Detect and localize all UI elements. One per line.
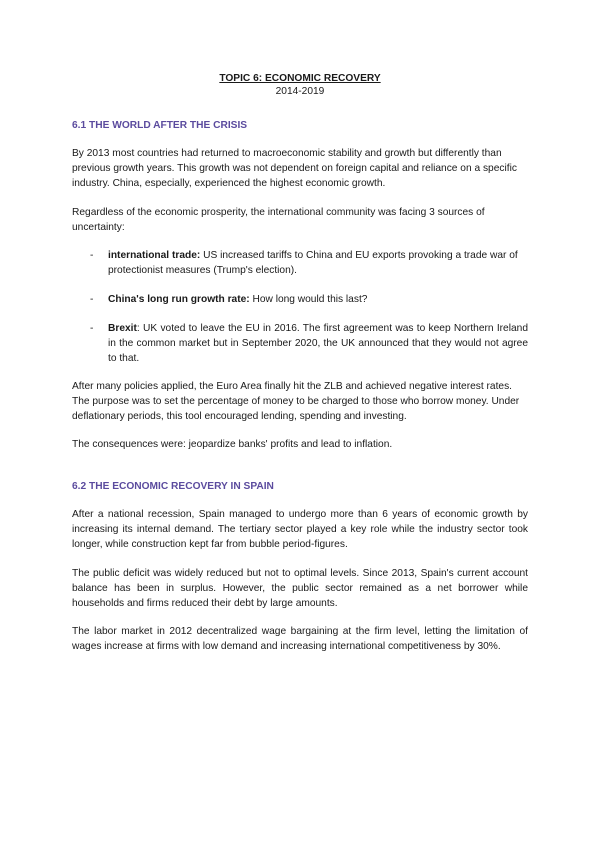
list-item-label: international trade:	[108, 250, 201, 261]
list-item-text: How long would this last?	[249, 294, 368, 305]
section-heading-6-2: 6.2 THE ECONOMIC RECOVERY IN SPAIN	[72, 481, 274, 492]
list-item	[72, 292, 528, 307]
list-item	[72, 321, 528, 366]
list-item-label: Brexit	[108, 323, 137, 334]
bullet-dash: -	[90, 323, 94, 334]
list-item-text: US increased tariffs to China and EU exports provoking a trade war of protectionist measures (Trump's election).	[108, 250, 518, 276]
uncertainty-list	[72, 248, 528, 366]
section-heading-6-1: 6.1 THE WORLD AFTER THE CRISIS	[72, 120, 248, 131]
paragraph: After many policies applied, the Euro Area finally hit the ZLB and achieved negative interest rates. The purpose was to set the percentage of money to be charged to those who borrow money. Under deflationary periods, this tool encouraged lending, spending and investing.	[72, 381, 520, 422]
document-page	[72, 72, 528, 654]
bullet-dash: -	[90, 250, 94, 261]
list-item-label: China's long run growth rate:	[108, 294, 250, 305]
document-subtitle: 2014-2019	[275, 86, 325, 97]
list-item-text: : UK voted to leave the EU in 2016. The first agreement was to keep Northern Ireland in the common market but in September 2020, the UK announced that they would not agree to that.	[108, 323, 528, 364]
document-title: TOPIC 6: ECONOMIC RECOVERY	[219, 73, 381, 84]
paragraph: By 2013 most countries had returned to macroeconomic stability and growth but differently than previous growth years. This growth was not dependent on foreign capital and reliance on a specific industry. China, especially, experienced the highest economic growth.	[72, 148, 517, 189]
paragraph: The consequences were: jeopardize banks' profits and lead to inflation.	[72, 439, 393, 450]
paragraph: Regardless of the economic prosperity, the international community was facing 3 sources of uncertainty:	[72, 207, 485, 233]
paragraph: The public deficit was widely reduced but not to optimal levels. Since 2013, Spain's current account balance has been in surplus. However, the public sector remained as a net borrower while households and firms reduced their debt by large amounts.	[72, 568, 528, 609]
list-item	[72, 248, 528, 278]
bullet-dash: -	[90, 294, 94, 305]
paragraph: After a national recession, Spain managed to undergo more than 6 years of economic growth by increasing its internal demand. The tertiary sector played a key role while the industry sector took longer, while construction kept far from bubble period-figures.	[72, 509, 528, 550]
paragraph: The labor market in 2012 decentralized wage bargaining at the firm level, letting the limitation of wages increase at firms with low demand and increasing international competitiveness by 30%.	[72, 626, 528, 652]
